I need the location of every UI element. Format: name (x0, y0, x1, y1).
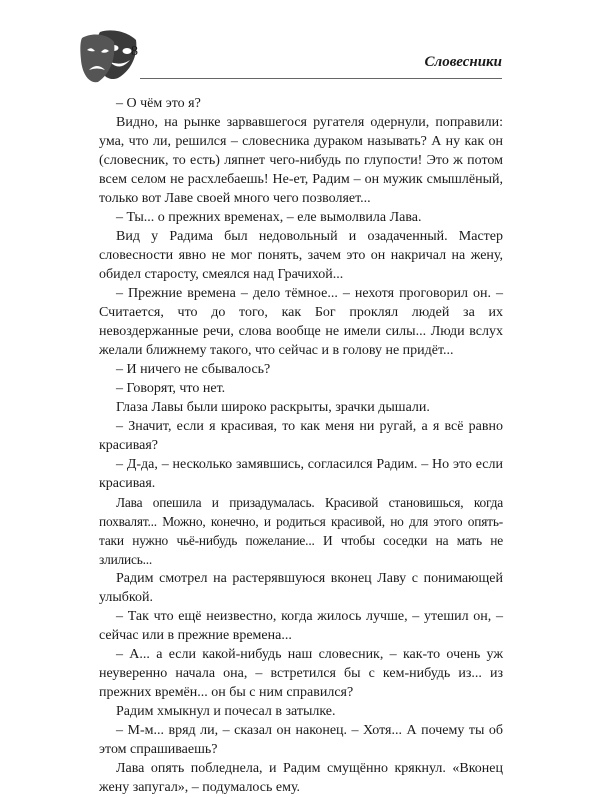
paragraph: Лава опять побледнела, и Радим смущённо крякнул. «Вконец жену запугал», – подумалось ему. (99, 761, 503, 795)
paragraph: – Прежние времена – дело тёмное... – нехотя проговорил он. – Считается, что до того, как Бог проклял людей за их невоздержанные речи, слова вообще не имели силы... Люди вслух желали ближнему такого, что сейчас и в голову не придёт... (99, 286, 503, 358)
paragraph: – А... а если какой-нибудь наш словесник, – как-то очень уж неуверенно начала она, – встретился бы с кем-нибудь из... из прежних времён... он бы с ним справился? (99, 647, 503, 700)
paragraph: – М-м... вряд ли, – сказал он наконец. – Хотя... А почему ты об этом спрашиваешь? (99, 723, 503, 757)
section-title: Словесники (424, 54, 502, 70)
paragraph: – Говорят, что нет. (116, 381, 226, 396)
paragraph: Глаза Лавы были широко раскрыты, зрачки дышали. (116, 400, 430, 415)
page-number: 8 (131, 44, 138, 59)
paragraph: Видно, на рынке зарвавшегося ругателя одернули, поправили: ума, что ли, решился – словесника дураком называть? А ну как он (словесник, то есть) ляпнет чего-нибудь по глупости! Это ж потом всем селом не расхлебаешь! Не-ет, Радим – он мужик смышлёный, только вот Лаве своей много чего позволяет... (99, 115, 503, 206)
paragraph: Вид у Радима был недовольный и озадаченный. Мастер словесности явно не мог понять, зачем это он накричал на жену, обидел старосту, смеялся над Грачихой... (99, 229, 503, 282)
header-rule (140, 78, 502, 79)
paragraph: – Ты... о прежних временах, – еле вымолвила Лава. (116, 210, 422, 225)
paragraph: – Д-да, – несколько замявшись, согласился Радим. – Но это если красивая. (99, 457, 503, 491)
paragraph: Лава опешила и призадумалась. Красивой становишься, когда похвалят... Можно, конечно, и родиться красивой, но для этого опять-таки нужно чьё-нибудь пожелание... И чтобы соседки на мать не злились... (99, 495, 503, 567)
paragraph: Радим хмыкнул и почесал в затылке. (116, 704, 336, 719)
body-text (99, 94, 503, 797)
paragraph: – И ничего не сбывалось? (116, 362, 271, 377)
paragraph: Радим смотрел на растерявшуюся вконец Лаву с понимающей улыбкой. (99, 571, 503, 605)
paragraph: – Так что ещё неизвестно, когда жилось лучше, – утешил он, – сейчас или в прежние времена... (99, 609, 503, 643)
paragraph: – О чём это я? (116, 96, 201, 111)
paragraph: – Значит, если я красивая, то как меня ни ругай, а я всё равно красивая? (99, 419, 503, 453)
